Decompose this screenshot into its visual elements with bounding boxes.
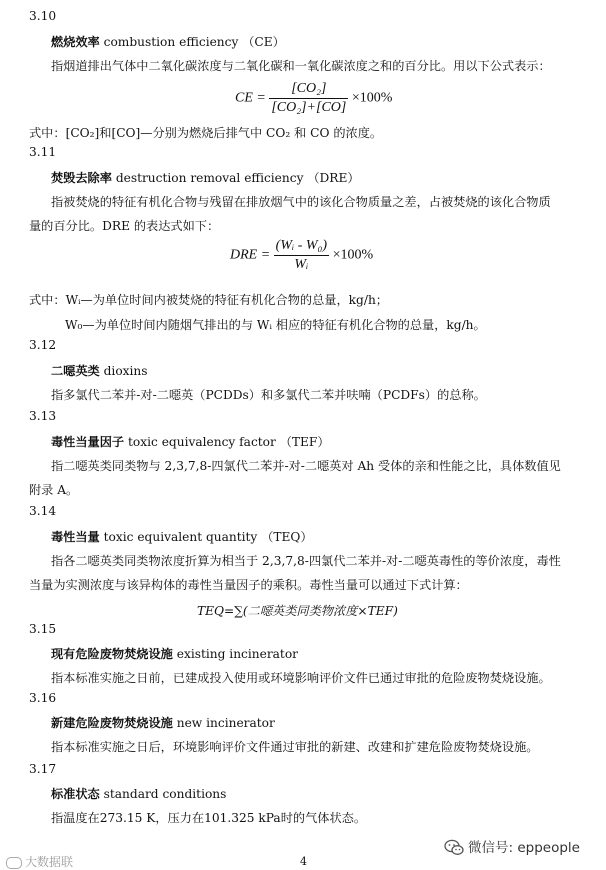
- page-number: 4: [300, 855, 307, 868]
- formula-lhs: DRE =: [230, 247, 271, 263]
- watermark-left-text: 大数据联: [25, 855, 74, 869]
- term-cn: 二噁英类: [51, 364, 100, 378]
- formula-lhs: CE =: [235, 90, 266, 106]
- term-desc-tef-line2: 附录 A。: [29, 483, 79, 497]
- formula-numerator: [CO₂]: [291, 81, 327, 96]
- wechat-id: 微信号: eppeople: [468, 840, 580, 856]
- term-cn: 燃烧效率: [51, 35, 100, 49]
- term-cn: 毒性当量: [51, 530, 100, 544]
- fraction-bar: [269, 98, 348, 99]
- term-en: existing incinerator: [176, 647, 298, 661]
- section-number-3-15: 3.15: [29, 622, 57, 636]
- term-heading-teq: [51, 528, 313, 545]
- term-cn: 标准状态: [51, 787, 100, 801]
- term-cn: 现有危险废物焚烧设施: [51, 647, 173, 661]
- section-number-3-10: 3.10: [29, 9, 57, 23]
- term-en: dioxins: [103, 364, 148, 378]
- term-en: combustion efficiency: [103, 35, 239, 49]
- term-heading-ce: [51, 33, 285, 50]
- term-abbr: （TEF）: [279, 435, 330, 449]
- formula-tail: ×100%: [332, 247, 374, 263]
- term-desc-new-incinerator: 指本标准实施之日后，环境影响评价文件通过审批的新建、改建和扩建危险废物焚烧设施。: [51, 740, 539, 754]
- term-heading-dre: [51, 169, 360, 186]
- wechat-icon: [444, 839, 464, 859]
- term-abbr: （TEQ）: [261, 530, 313, 544]
- term-en: new incinerator: [176, 716, 275, 730]
- term-heading-tef: [51, 433, 330, 450]
- term-cn: 毒性当量因子: [51, 435, 125, 449]
- term-en: standard conditions: [103, 787, 227, 801]
- formula-denominator: Wᵢ: [294, 257, 309, 272]
- note-text: Wᵢ—为单位时间内被焚烧的特征有机化合物的总量，kg/h；: [65, 293, 388, 307]
- term-desc-tef-line1: 指二噁英类同类物与 2,3,7,8-四氯代二苯并-对-二噁英对 Ah 受体的亲和性能之比，具体数值见: [51, 459, 561, 473]
- section-number-3-17: 3.17: [29, 762, 57, 776]
- section-number-3-14: 3.14: [29, 504, 57, 518]
- term-heading-existing-incinerator: [51, 645, 298, 662]
- fraction-bar: [274, 255, 329, 256]
- term-desc-ce: 指烟道排出气体中二氧化碳浓度与二氧化碳和一氧化碳浓度之和的百分比。用以下公式表示：: [51, 59, 551, 73]
- formula-fraction: [269, 81, 348, 116]
- formula-fraction: [274, 238, 329, 273]
- term-cn: 焚毁去除率: [51, 171, 112, 185]
- section-number-3-13: 3.13: [29, 409, 57, 423]
- formula-numerator: (Wᵢ - W₀): [275, 238, 328, 253]
- formula-note-dre-2: W₀—为单位时间内随烟气排出的与 Wᵢ 相应的特征有机化合物的总量，kg/h。: [65, 318, 486, 332]
- section-number-3-16: 3.16: [29, 691, 57, 705]
- wechat-watermark: [444, 836, 580, 859]
- section-number-3-11: 3.11: [29, 145, 57, 159]
- formula-denominator: [CO₂]+[CO]: [271, 100, 347, 115]
- section-number-3-12: 3.12: [29, 338, 57, 352]
- formula-dre: [230, 238, 373, 273]
- term-desc-standard-conditions: 指温度在273.15 K，压力在101.325 kPa时的气体状态。: [51, 811, 367, 825]
- term-en: toxic equivalent quantity: [103, 530, 258, 544]
- term-heading-dioxins: [51, 362, 148, 379]
- formula-teq: TEQ=∑(二噁英类同类物浓度×TEF): [197, 604, 398, 618]
- watermark-logo-icon: [6, 857, 22, 869]
- term-en: destruction removal efficiency: [115, 171, 304, 185]
- term-desc-teq-line1: 指各二噁英类同类物浓度折算为相当于 2,3,7,8-四氯代二苯并-对-二噁英毒性的等价浓度，毒性: [51, 554, 561, 568]
- note-text: [CO₂]和[CO]—分别为燃烧后排气中 CO₂ 和 CO 的浓度。: [65, 126, 383, 140]
- term-desc-existing-incinerator: 指本标准实施之日前，已建成投入使用或环境影响评价文件已通过审批的危险废物焚烧设施。: [51, 671, 551, 685]
- term-desc-teq-line2: 当量为实测浓度与该异构体的毒性当量因子的乘积。毒性当量可以通过下式计算：: [29, 578, 468, 592]
- term-desc-dioxins: 指多氯代二苯并-对-二噁英（PCDDs）和多氯代二苯并呋喃（PCDFs）的总称。: [51, 388, 486, 402]
- term-abbr: （CE）: [242, 35, 285, 49]
- note-prefix: 式中：: [29, 293, 66, 307]
- term-desc-dre-line1: 指被焚烧的特征有机化合物与残留在排放烟气中的该化合物质量之差，占被焚烧的该化合物质: [51, 195, 551, 209]
- formula-note-dre-1: [29, 291, 388, 308]
- term-heading-new-incinerator: [51, 714, 275, 731]
- term-cn: 新建危险废物焚烧设施: [51, 716, 173, 730]
- term-abbr: （DRE）: [307, 171, 360, 185]
- formula-tail: ×100%: [351, 90, 393, 106]
- formula-note-ce: [29, 124, 382, 141]
- formula-ce: [235, 81, 392, 116]
- note-prefix: 式中：: [29, 126, 66, 140]
- term-desc-dre-line2: 量的百分比。DRE 的表达式如下：: [29, 219, 220, 233]
- term-en: toxic equivalency factor: [128, 435, 276, 449]
- watermark-left: [6, 853, 73, 870]
- term-heading-standard-conditions: [51, 785, 226, 802]
